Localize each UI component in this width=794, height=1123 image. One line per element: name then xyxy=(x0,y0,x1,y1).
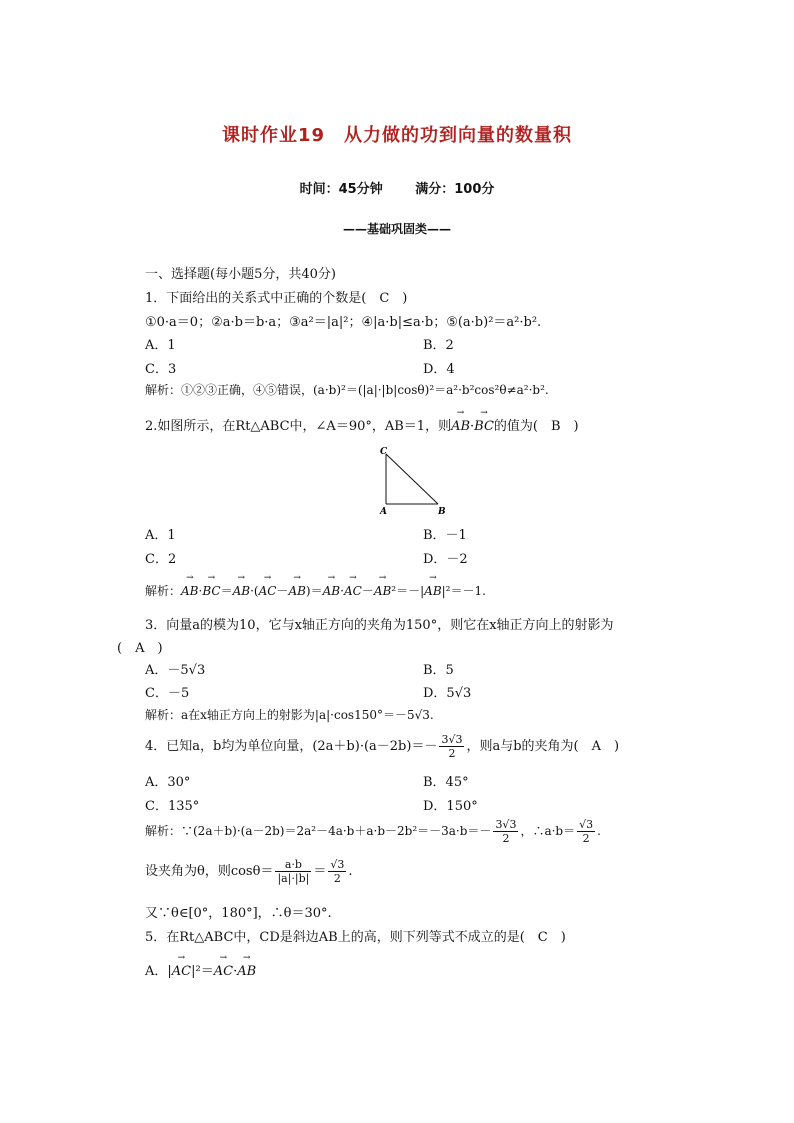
q1-stem: 1．下面给出的关系式中正确的个数是( C ) xyxy=(145,291,408,306)
fraction-numerator: √3 xyxy=(579,818,594,831)
fraction-denominator: 2 xyxy=(333,872,341,885)
q2-solution: 解析：→ AB·→ BC＝→ AB·(→ AC－→ AB)＝→ AB·→ AC－→ AB²＝－|→ AB|²＝－1. xyxy=(145,582,486,599)
sol-text: 设夹角为θ，则cosθ＝ xyxy=(145,864,274,879)
sol-vector: → AB xyxy=(374,584,391,598)
sol-vector: → AB xyxy=(181,584,198,598)
q2-triangle-figure xyxy=(376,444,448,516)
q3-option-c: C．－5 xyxy=(145,686,190,701)
q4-option-a: A．30° xyxy=(145,775,191,790)
sol-text: ＝ xyxy=(313,864,327,879)
q5-stem: 5．在Rt△ABC中，CD是斜边AB上的高，则下列等式不成立的是( C ) xyxy=(145,930,566,945)
fraction-numerator: a·b xyxy=(275,858,311,872)
q3-option-a: A．－5√3 xyxy=(145,663,206,678)
score-label: 满分：100分 xyxy=(415,182,495,197)
sol-vector: → BC xyxy=(202,584,220,598)
q1-option-b: B．2 xyxy=(423,338,454,353)
q2-stem-pre: 2.如图所示，在Rt△ABC中，∠A＝90°，AB＝1，则 xyxy=(145,419,452,434)
sol-text: ²＝－| xyxy=(391,584,425,598)
vertex-label-b: B xyxy=(438,507,446,516)
sol-text: |²＝－1. xyxy=(441,584,486,598)
time-label: 时间：45分钟 xyxy=(299,182,383,197)
section-label: ——基础巩固类—— xyxy=(342,222,451,236)
page-title: 课时作业19 从力做的功到向量的数量积 xyxy=(221,125,573,146)
q2-vector-bc: → BC xyxy=(474,419,494,434)
q5-vector: → AC xyxy=(214,964,233,979)
time-score-line xyxy=(0,178,794,197)
q2-option-a: A．1 xyxy=(145,528,176,543)
q3-option-d: D．5√3 xyxy=(423,686,472,701)
q1-solution: 解析：①②③正确，④⑤错误，(a·b)²＝(|a|·|b|cosθ)²＝a²·b²cos²θ≠a²·b². xyxy=(145,383,549,397)
q1-option-d: D．4 xyxy=(423,362,455,377)
q3-option-b: B．5 xyxy=(423,663,454,678)
fraction-numerator: 3√3 xyxy=(441,733,463,746)
sol-text: 解析：∵(2a＋b)·(a－2b)＝2a²－4a·b＋a·b－2b²＝－3a·b＝－ xyxy=(145,824,492,838)
sol-fraction xyxy=(493,818,518,845)
q4-stem xyxy=(145,733,619,760)
q2-option-b: B．－1 xyxy=(423,528,467,543)
q1-option-a: A．1 xyxy=(145,338,176,353)
sol-text: ，∴a·b＝ xyxy=(520,824,576,838)
sol-text: ＝ xyxy=(220,584,233,598)
q4-option-b: B．45° xyxy=(423,775,469,790)
sol-vector: → AB xyxy=(323,584,340,598)
fraction-denominator: 2 xyxy=(582,832,590,845)
sol-vector: → AB xyxy=(233,584,250,598)
fraction-denominator: 2 xyxy=(502,832,510,845)
triangle-side-cb xyxy=(386,454,438,504)
q4-solution-line1: 解析：∵(2a＋b)·(a－2b)＝2a²－4a·b＋a·b－2b²＝－3a·b＝－ $\frac{3√3}{2}$ ，∴a·b＝ $\frac{√3}{2}$ . xyxy=(145,818,601,845)
sol-fraction xyxy=(577,818,595,845)
vertex-label-c: C xyxy=(380,447,388,457)
q2-vector-ab: → AB xyxy=(451,419,470,434)
sol-vector: → AC xyxy=(344,584,362,598)
q2-option-d: D．－2 xyxy=(423,552,468,567)
fraction-denominator: |a|·|b| xyxy=(277,872,310,885)
solution-label: 解析： xyxy=(145,584,182,598)
q4-option-d: D．150° xyxy=(423,799,478,814)
sol-text: A．| xyxy=(145,964,172,979)
vertex-label-a: A xyxy=(380,507,387,516)
q2-option-c: C．2 xyxy=(145,552,177,567)
q5-option-a: A．|→ AC|²＝→ AC·→ AB xyxy=(145,960,256,979)
q1-option-c: C．3 xyxy=(145,362,177,377)
q3-solution: 解析：a在x轴正方向上的射影为|a|·cos150°＝－5√3. xyxy=(145,708,434,722)
q4-stem-pre: 4．已知a，b均为单位向量，(2a＋b)·(a－2b)＝－ xyxy=(145,739,438,754)
q4-solution-line3: 又∵θ∈[0°，180°]，∴θ＝30°. xyxy=(145,906,332,921)
sol-text: ＝ xyxy=(310,584,323,598)
sol-text: |²＝ xyxy=(191,964,214,979)
q5-vector: → AC xyxy=(172,964,191,979)
q4-option-c: C．135° xyxy=(145,799,200,814)
q4-fraction xyxy=(439,733,464,760)
q3-answer: ( A ) xyxy=(117,641,163,656)
fraction-numerator: √3 xyxy=(330,858,345,871)
sol-fraction xyxy=(328,858,346,885)
part-heading: 一、选择题(每小题5分，共40分) xyxy=(145,267,336,282)
sol-fraction xyxy=(275,858,311,885)
q1-items: ①0·a＝0；②a·b＝b·a；③a²＝|a|²；④|a·b|≤a·b；⑤(a·b)²＝a²·b². xyxy=(145,315,542,330)
q2-stem-post: 的值为( B ) xyxy=(493,419,579,434)
sol-vector: → AB xyxy=(424,584,441,598)
q4-solution-line2: 设夹角为θ，则cosθ＝ $\frac{a\cdot b}{|a|\cdot|b|}$ ＝ $\frac{√3}{2}$ . xyxy=(145,858,353,885)
q3-stem: 3．向量a的模为10，它与x轴正方向的夹角为150°，则它在x轴正方向上的射影为 xyxy=(145,618,614,633)
sol-vector: → AB xyxy=(288,584,305,598)
sol-vector: → AC xyxy=(259,584,277,598)
q4-stem-post: ，则a与b的夹角为( A ) xyxy=(466,739,620,754)
q2-stem: 2.如图所示，在Rt△ABC中，∠A＝90°，AB＝1，则→ AB·→ BC的值为( B ) xyxy=(145,415,579,434)
fraction-denominator: 2 xyxy=(448,747,456,760)
fraction-numerator: 3√3 xyxy=(495,818,517,831)
q5-vector: → AB xyxy=(237,964,256,979)
